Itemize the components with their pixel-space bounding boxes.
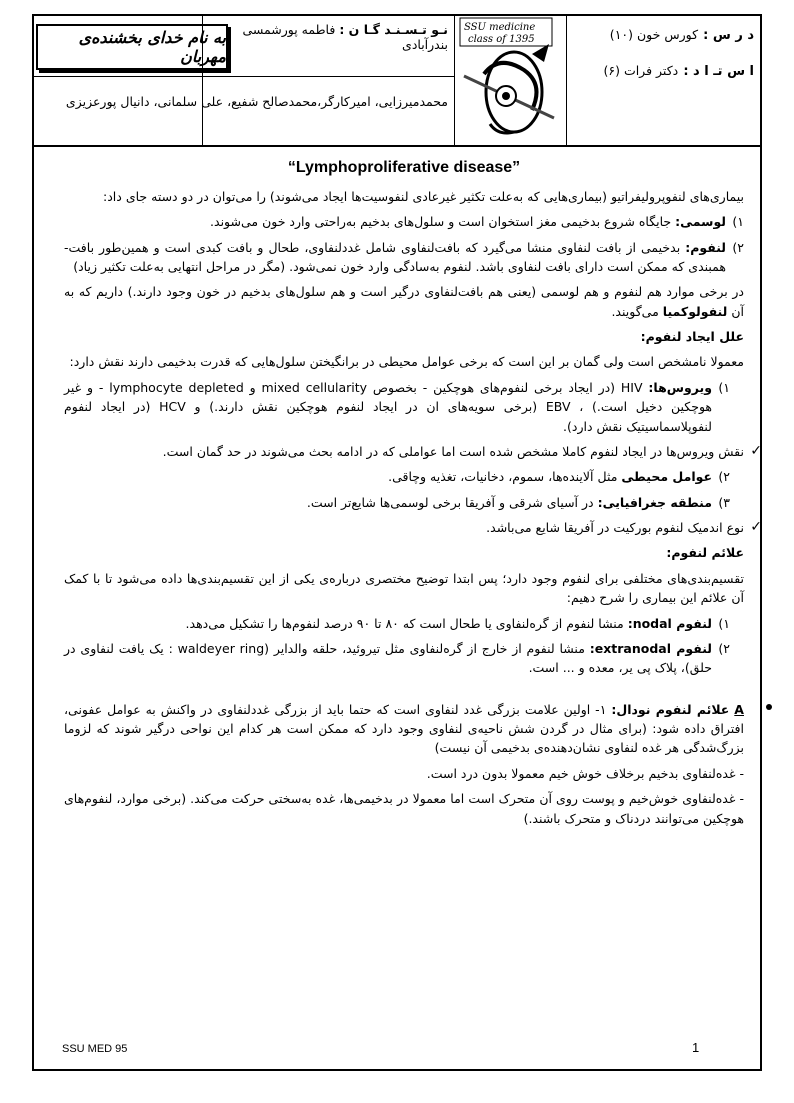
item-number: ۱): [718, 615, 730, 631]
item-text: مثل آلاینده‌ها، سموم، دخانیات، تغذیه وچاقی.: [388, 469, 618, 485]
item-number: ۲): [718, 640, 730, 656]
nodal-signs-paragraph: [64, 700, 744, 758]
document-title: “Lymphoproliferative disease”: [287, 159, 521, 176]
nodal-sign-line: - غده‌لنفاوی خوش‌خیم و پوست روی آن متحرک است اما معمولا در بدخیمی‌ها، غده به‌سختی حرکت می‌کند. (برخی موارد، لنفوم‌های هوچکین می‌توانند دردناک و متحرک باشند.): [64, 791, 744, 826]
item-heading: لنفوم nodal:: [627, 615, 712, 631]
authors-line2: محمدمیرزایی، امیرکارگر،محمدصالح شفیع، علی سلمانی، دانیال پورعزیزی: [65, 94, 448, 109]
list-item: [64, 212, 744, 231]
item-text: جایگاه شروع بدخیمی مغز استخوان است و سلول‌های بدخیم به‌راحتی وارد خون می‌شوند.: [210, 214, 672, 230]
nodal-sign-line: - غده‌لنفاوی بدخیم برخلاف خوش خیم معمولا بدون درد است.: [426, 765, 744, 781]
list-item: [64, 493, 730, 512]
item-number: ۱): [732, 214, 744, 230]
authors-line2-cell: [42, 94, 448, 109]
term-lympholeukemia: لنفولوکمیا: [662, 303, 728, 319]
authors-line1: فاطمه پورشمسی بندرآبادی: [242, 22, 448, 52]
paragraph-text: در برخی موارد هم لنفوم و هم لوسمی (یعنی هم بافت‌لنفاوی درگیر است و هم سلول‌های بدخیم در خون وجود دارند.) داریم که به آن: [64, 284, 744, 319]
item-text: ۱- اولین علامت بزرگی غدد لنفاوی است که حتما باید از بزرگی غددلنفاوی در واکنش به عوامل عفونی، افتراق داده شود: (برای مثال در گردن شش ناحیه‌ی لنفاوی وجود دارد که ممکن است هر کدام این نواحی درگیر شوند که لزوما بزرگ‌شدگی هر غده لنفاوی نشان‌دهنده‌ی بدخیمی آن نیست): [64, 701, 744, 756]
course-cell: [572, 24, 754, 43]
list-item: [64, 467, 730, 486]
causes-intro: معمولا نامشخص است ولی گمان بر این است که برخی عوامل محیطی در برانگیختن سلول‌هایی که قدرت بدخیمی دارند نقش دارد:: [69, 354, 744, 370]
item-number: ۲): [718, 469, 730, 485]
item-heading: لنفوم extranodal:: [589, 640, 712, 656]
checkmark-icon: ✓: [750, 519, 762, 536]
intro-paragraph: بیماری‌های لنفوپرولیفراتیو (بیماری‌هایی که به‌علت تکثیر غیرعادی لنفوسیت‌ها ایجاد می‌شوند) را می‌توان در دو دسته جای داد:: [103, 188, 744, 204]
class-logo: [454, 14, 566, 145]
check-note: [64, 518, 762, 537]
header-divider: [566, 14, 567, 145]
signs-intro: تقسیم‌بندی‌های مختلفی برای لنفوم وجود دارد؛ پس ابتدا توضیح مختصری درباره‌ی یکی از این تقسیم‌بندی‌ها داده می‌شود تا با کمک آن علائم این بیماری را شرح دهیم:: [64, 570, 744, 606]
item-heading: علائم لنفوم نودال:: [611, 701, 730, 717]
item-text: بدخیمی از بافت لنفاوی منشا می‌گیرد که بافت‌لنفاوی شامل غددلنفاوی، طحال و بافت کبدی است و همین‌طور بافت-همبندی که ممکن است دارای بافت لنفاوی باشد. لنفوم به‌سادگی وارد خون نمی‌شود. (مگر در مراحل انتهایی به‌علت تکثیر زیاد): [64, 239, 726, 274]
teacher-label: ا س تـ ا د :: [683, 64, 754, 79]
bismillah-text: به نام خدای بخشنده‌ی مهربان: [78, 28, 226, 66]
header-table: [32, 14, 762, 147]
item-heading: ویروس‌ها:: [648, 379, 712, 395]
header-divider: [32, 76, 454, 77]
list-item: [64, 378, 730, 436]
bullet-icon: [766, 704, 772, 710]
logo-emblem-icon: [454, 14, 566, 145]
document-body: [64, 150, 762, 834]
checkmark-icon: ✓: [750, 442, 762, 459]
item-text: HIV (در ایجاد برخی لنفوم‌های هوچکین - بخصوص mixed cellularity و lymphocyte depleted - و غیر هوچکین دخیل است.) ، EBV (برخی سویه‌های ان در ایجاد لنفوم هوچکین نقش دارند.) و HCV (در ایجاد لنفوم لنفوپلاسماسیتیک نقش دارد).: [64, 379, 712, 434]
item-heading: منطقه جغرافیایی:: [597, 494, 712, 510]
signs-heading: علائم لنفوم:: [666, 545, 744, 561]
item-number: ۱): [718, 379, 730, 395]
list-item: [64, 639, 730, 678]
list-item: [64, 614, 730, 633]
authors-label: نـو تـسـنـد گـا ن :: [339, 22, 448, 37]
course-value: کورس خون (۱۰): [609, 27, 699, 42]
list-item: [64, 238, 744, 277]
course-label: د ر س :: [703, 28, 754, 43]
note-text: نوع اندمیک لنفوم بورکیت در آفریقا شایع می‌باشد.: [486, 520, 744, 536]
item-text: منشا لنفوم از گره‌لنفاوی یا طحال است که ۸۰ تا ۹۰ درصد لنفوم‌ها را تشکیل می‌دهد.: [185, 615, 624, 631]
nodal-signs-block: [64, 700, 744, 828]
item-heading: عوامل محیطی: [621, 469, 712, 485]
causes-heading: علل ایجاد لنفوم:: [640, 329, 744, 345]
authors-cell: [208, 22, 448, 52]
footer-label: SSU MED 95: [62, 1043, 128, 1055]
note-text: نقش ویروس‌ها در ایجاد لنفوم کاملا مشخص شده است اما عواملی که در ادامه بحث می‌شوند در حد گمان است.: [162, 443, 744, 459]
logo-text-1: SSU medicine: [464, 22, 536, 33]
item-text: منشا لنفوم از خارج از گره‌لنفاوی مثل تیروئید، حلقه والداير (waldeyer ring : یک یافت لنفاوی در حلق)، پلاک پی یر، معده و ... است.: [64, 640, 712, 676]
teacher-cell: [572, 60, 754, 79]
teacher-value: دکتر فرات (۶): [603, 63, 679, 78]
section-letter: A: [734, 701, 744, 717]
item-heading: لنفوم:: [685, 239, 726, 255]
paragraph-text: می‌گویند.: [611, 303, 659, 319]
logo-text-2: class of 1395: [468, 34, 535, 45]
item-text: در آسیای شرقی و آفریقا برخی لوسمی‌ها شایع‌تر است.: [306, 494, 594, 510]
lympholeukemia-paragraph: [64, 282, 744, 321]
page-number: 1: [692, 1040, 700, 1055]
item-number: ۳): [718, 494, 730, 510]
item-number: ۲): [732, 239, 744, 255]
item-heading: لوسمی:: [675, 214, 726, 230]
check-note: [64, 442, 762, 461]
bismillah-box: [36, 24, 228, 70]
